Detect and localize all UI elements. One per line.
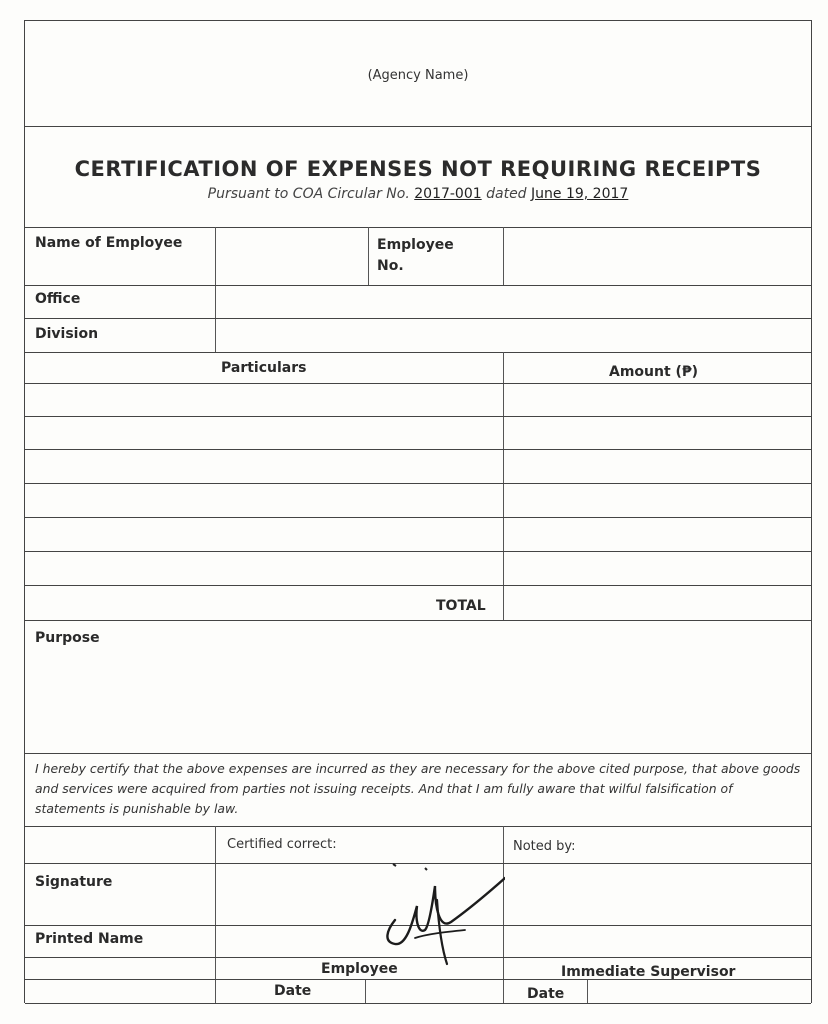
certified-correct-label: Certified correct:	[227, 837, 337, 852]
divider	[25, 1003, 811, 1004]
column-divider	[215, 826, 216, 1003]
signature-label: Signature	[35, 874, 113, 890]
agency-name: (Agency Name)	[367, 68, 469, 83]
divider	[25, 352, 811, 353]
circular-date: June 19, 2017	[531, 186, 629, 202]
name-of-employee-label: Name of Employee	[35, 235, 183, 251]
divider	[25, 826, 811, 827]
certification-statement: I hereby certify that the above expenses are incurred as they are necessary for the above cited purpose, that above goods and services were acquired from parties not issuing receipts. And that I am fully aware that wilful falsification of statements is punishable by law.	[35, 761, 801, 816]
noted-by-label: Noted by:	[513, 839, 576, 854]
table-row-line	[25, 449, 811, 450]
handwritten-signature	[355, 860, 505, 970]
office-label: Office	[35, 291, 81, 307]
table-row-line	[25, 551, 811, 552]
table-row-line	[25, 416, 811, 417]
table-row-line	[25, 585, 811, 586]
column-divider	[368, 227, 369, 285]
column-divider	[365, 979, 366, 1003]
employee-date-label: Date	[274, 983, 312, 999]
purpose-label: Purpose	[35, 630, 100, 646]
form-subtitle	[25, 186, 811, 202]
employee-label: Employee	[321, 961, 398, 977]
column-divider	[503, 227, 504, 285]
column-divider	[503, 352, 504, 620]
table-row-line	[25, 483, 811, 484]
column-divider	[215, 227, 216, 352]
divider	[25, 285, 811, 286]
supervisor-label: Immediate Supervisor	[561, 964, 736, 980]
printed-name-label: Printed Name	[35, 931, 144, 947]
employee-no-label-line1: Employee	[377, 237, 454, 253]
divider	[25, 979, 811, 980]
supervisor-date-label: Date	[527, 986, 565, 1002]
employee-no-label-line2: No.	[377, 258, 404, 274]
total-label: TOTAL	[436, 598, 486, 614]
divider	[25, 753, 811, 754]
divider	[25, 227, 811, 228]
certification-form	[24, 20, 812, 1003]
dated-label: dated	[486, 186, 527, 202]
divider	[25, 620, 811, 621]
divider	[25, 126, 811, 127]
form-title: CERTIFICATION OF EXPENSES NOT REQUIRING RECEIPTS	[74, 157, 762, 181]
amount-header: Amount (₱)	[609, 364, 699, 380]
circular-number: 2017-001	[414, 186, 482, 202]
particulars-header: Particulars	[221, 360, 307, 376]
table-row-line	[25, 383, 811, 384]
column-divider	[587, 979, 588, 1003]
table-row-line	[25, 517, 811, 518]
subtitle-prefix: Pursuant to COA Circular No.	[207, 186, 410, 202]
divider	[25, 318, 811, 319]
division-label: Division	[35, 326, 99, 342]
